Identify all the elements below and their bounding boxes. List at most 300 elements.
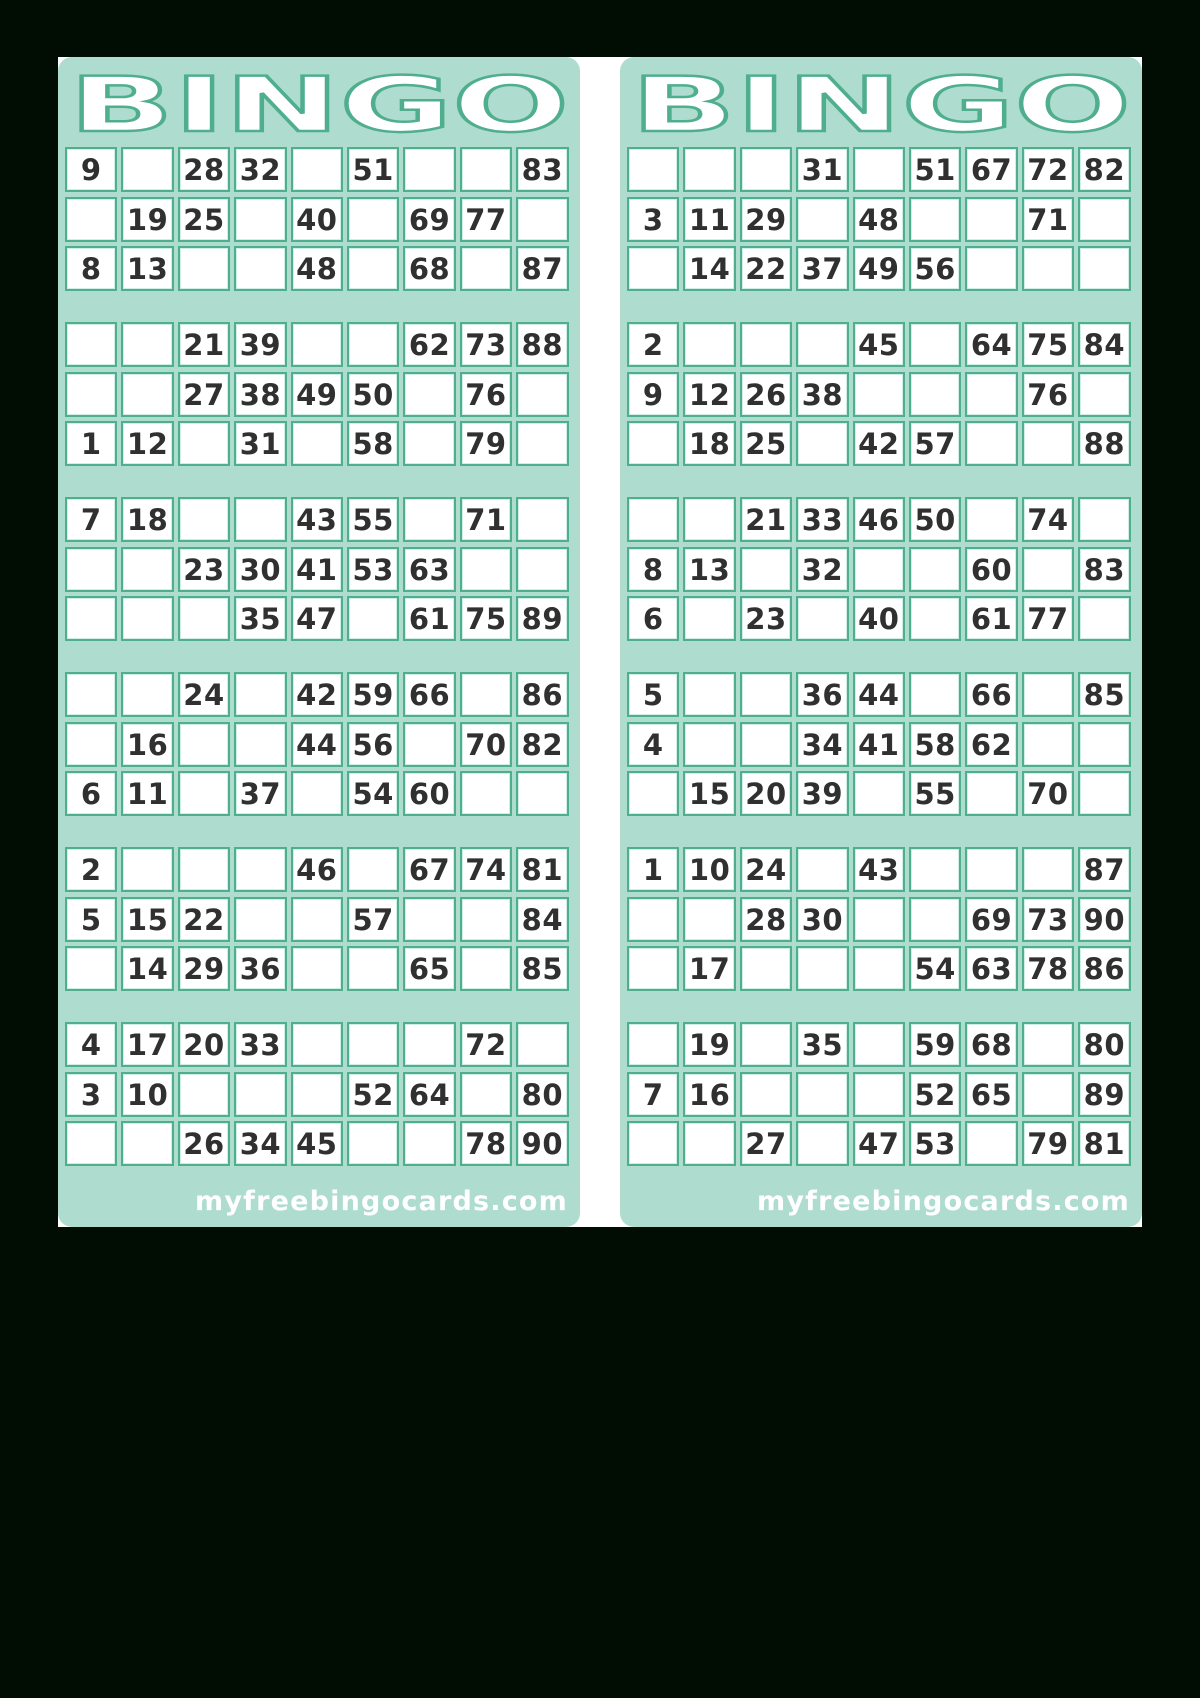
number-cell bbox=[740, 1022, 792, 1067]
number-cell bbox=[627, 1121, 679, 1166]
number-cell bbox=[234, 246, 286, 291]
number-cell bbox=[121, 547, 173, 592]
number-cell: 71 bbox=[1022, 197, 1074, 242]
number-cell: 11 bbox=[121, 771, 173, 816]
number-cell bbox=[683, 322, 735, 367]
number-cell: 17 bbox=[683, 946, 735, 991]
number-cell: 19 bbox=[121, 197, 173, 242]
number-cell: 22 bbox=[740, 246, 792, 291]
number-cell: 75 bbox=[460, 596, 512, 641]
number-cell: 9 bbox=[65, 147, 117, 192]
number-cell: 56 bbox=[347, 722, 399, 767]
number-cell bbox=[460, 771, 512, 816]
ticket-row bbox=[627, 847, 1135, 894]
number-cell: 33 bbox=[234, 1022, 286, 1067]
ticket-row bbox=[627, 897, 1135, 944]
number-cell: 70 bbox=[460, 722, 512, 767]
number-cell: 5 bbox=[65, 897, 117, 942]
number-cell: 77 bbox=[1022, 596, 1074, 641]
number-cell: 8 bbox=[627, 547, 679, 592]
ticket-block bbox=[65, 847, 573, 996]
number-cell bbox=[796, 322, 848, 367]
number-cell: 1 bbox=[627, 847, 679, 892]
number-cell bbox=[403, 497, 455, 542]
number-cell bbox=[65, 372, 117, 417]
number-cell bbox=[853, 1022, 905, 1067]
bingo-title-logo bbox=[66, 73, 572, 137]
number-cell bbox=[1022, 847, 1074, 892]
number-cell: 72 bbox=[1022, 147, 1074, 192]
number-cell: 13 bbox=[683, 547, 735, 592]
number-cell bbox=[853, 897, 905, 942]
number-cell bbox=[909, 847, 961, 892]
ticket-row bbox=[65, 771, 573, 818]
number-cell: 90 bbox=[516, 1121, 568, 1166]
ticket-row bbox=[627, 722, 1135, 769]
number-cell bbox=[1022, 1072, 1074, 1117]
number-cell: 19 bbox=[683, 1022, 735, 1067]
number-cell bbox=[65, 1121, 117, 1166]
number-cell bbox=[403, 1121, 455, 1166]
ticket-block bbox=[627, 672, 1135, 821]
number-cell: 23 bbox=[178, 547, 230, 592]
number-cell bbox=[1022, 421, 1074, 466]
number-cell bbox=[65, 946, 117, 991]
number-cell bbox=[740, 322, 792, 367]
number-cell bbox=[1022, 1022, 1074, 1067]
number-cell: 32 bbox=[234, 147, 286, 192]
ticket-row bbox=[627, 1121, 1135, 1168]
number-cell: 51 bbox=[347, 147, 399, 192]
number-cell: 56 bbox=[909, 246, 961, 291]
bingo-card-1 bbox=[58, 57, 580, 1227]
number-cell: 30 bbox=[796, 897, 848, 942]
number-cell bbox=[347, 322, 399, 367]
number-cell bbox=[234, 722, 286, 767]
number-cell: 6 bbox=[65, 771, 117, 816]
bingo-word: BINGO bbox=[631, 73, 1131, 137]
number-cell: 57 bbox=[347, 897, 399, 942]
number-cell: 81 bbox=[516, 847, 568, 892]
number-cell bbox=[1022, 547, 1074, 592]
number-cell: 5 bbox=[627, 672, 679, 717]
number-cell bbox=[403, 897, 455, 942]
number-cell: 37 bbox=[234, 771, 286, 816]
number-cell: 86 bbox=[1078, 946, 1130, 991]
number-cell bbox=[403, 1022, 455, 1067]
number-cell bbox=[1078, 497, 1130, 542]
number-cell bbox=[627, 771, 679, 816]
number-cell: 42 bbox=[853, 421, 905, 466]
ticket-row bbox=[65, 672, 573, 719]
ticket-block bbox=[65, 147, 573, 296]
number-cell bbox=[403, 722, 455, 767]
number-cell: 50 bbox=[347, 372, 399, 417]
number-cell bbox=[460, 672, 512, 717]
number-cell bbox=[234, 1072, 286, 1117]
number-cell: 67 bbox=[965, 147, 1017, 192]
ticket-row bbox=[65, 497, 573, 544]
number-cell: 41 bbox=[291, 547, 343, 592]
number-cell bbox=[1078, 246, 1130, 291]
number-cell bbox=[403, 421, 455, 466]
number-cell: 20 bbox=[178, 1022, 230, 1067]
ticket-row bbox=[627, 147, 1135, 194]
number-cell: 58 bbox=[909, 722, 961, 767]
number-cell: 57 bbox=[909, 421, 961, 466]
number-cell: 46 bbox=[291, 847, 343, 892]
ticket-row bbox=[627, 672, 1135, 719]
number-cell bbox=[291, 1072, 343, 1117]
number-cell bbox=[460, 547, 512, 592]
number-cell: 79 bbox=[1022, 1121, 1074, 1166]
number-cell: 67 bbox=[403, 847, 455, 892]
number-cell bbox=[965, 421, 1017, 466]
ticket-block bbox=[627, 847, 1135, 996]
number-cell: 83 bbox=[1078, 547, 1130, 592]
number-cell bbox=[234, 672, 286, 717]
number-cell: 59 bbox=[347, 672, 399, 717]
ticket-row bbox=[65, 847, 573, 894]
number-cell: 47 bbox=[853, 1121, 905, 1166]
number-cell: 65 bbox=[403, 946, 455, 991]
ticket-row bbox=[627, 421, 1135, 468]
number-cell: 10 bbox=[121, 1072, 173, 1117]
number-cell: 24 bbox=[740, 847, 792, 892]
number-cell: 4 bbox=[627, 722, 679, 767]
bingo-card-2 bbox=[620, 57, 1142, 1227]
number-cell bbox=[516, 497, 568, 542]
number-cell bbox=[909, 596, 961, 641]
number-cell: 27 bbox=[178, 372, 230, 417]
number-cell: 18 bbox=[121, 497, 173, 542]
number-cell bbox=[121, 147, 173, 192]
number-cell bbox=[683, 897, 735, 942]
number-cell bbox=[1078, 722, 1130, 767]
number-cell: 15 bbox=[121, 897, 173, 942]
number-cell bbox=[234, 847, 286, 892]
number-cell: 58 bbox=[347, 421, 399, 466]
number-cell bbox=[234, 897, 286, 942]
number-cell: 54 bbox=[347, 771, 399, 816]
number-cell: 34 bbox=[796, 722, 848, 767]
number-cell bbox=[291, 1022, 343, 1067]
number-cell: 66 bbox=[965, 672, 1017, 717]
number-cell bbox=[178, 722, 230, 767]
number-cell: 64 bbox=[403, 1072, 455, 1117]
site-footer: myfreebingocards.com bbox=[195, 1186, 568, 1217]
number-cell: 24 bbox=[178, 672, 230, 717]
ticket-row bbox=[65, 1022, 573, 1069]
number-cell bbox=[121, 1121, 173, 1166]
number-cell: 16 bbox=[121, 722, 173, 767]
number-cell: 18 bbox=[683, 421, 735, 466]
number-cell bbox=[121, 672, 173, 717]
number-cell: 36 bbox=[234, 946, 286, 991]
number-cell bbox=[460, 147, 512, 192]
number-cell: 11 bbox=[683, 197, 735, 242]
number-cell: 35 bbox=[796, 1022, 848, 1067]
number-cell: 25 bbox=[740, 421, 792, 466]
number-cell: 79 bbox=[460, 421, 512, 466]
number-cell: 62 bbox=[965, 722, 1017, 767]
number-cell: 22 bbox=[178, 897, 230, 942]
number-cell: 72 bbox=[460, 1022, 512, 1067]
number-cell: 43 bbox=[291, 497, 343, 542]
ticket-row bbox=[627, 1072, 1135, 1119]
number-cell: 33 bbox=[796, 497, 848, 542]
ticket-block bbox=[627, 322, 1135, 471]
number-cell: 38 bbox=[796, 372, 848, 417]
number-cell: 36 bbox=[796, 672, 848, 717]
ticket-row bbox=[627, 246, 1135, 293]
number-cell bbox=[965, 246, 1017, 291]
number-cell: 70 bbox=[1022, 771, 1074, 816]
number-cell: 38 bbox=[234, 372, 286, 417]
number-cell: 50 bbox=[909, 497, 961, 542]
number-cell bbox=[965, 1121, 1017, 1166]
number-cell bbox=[853, 1072, 905, 1117]
number-cell: 21 bbox=[740, 497, 792, 542]
number-cell: 28 bbox=[740, 897, 792, 942]
ticket-row bbox=[65, 596, 573, 643]
number-cell: 83 bbox=[516, 147, 568, 192]
number-cell bbox=[909, 547, 961, 592]
number-cell bbox=[460, 1072, 512, 1117]
ticket-row bbox=[627, 197, 1135, 244]
number-cell bbox=[460, 246, 512, 291]
number-cell: 66 bbox=[403, 672, 455, 717]
number-cell: 89 bbox=[516, 596, 568, 641]
number-cell: 84 bbox=[1078, 322, 1130, 367]
ticket-row bbox=[65, 722, 573, 769]
ticket-row bbox=[65, 1121, 573, 1168]
number-cell: 78 bbox=[460, 1121, 512, 1166]
number-cell bbox=[121, 372, 173, 417]
number-cell: 39 bbox=[796, 771, 848, 816]
number-cell bbox=[796, 1121, 848, 1166]
number-cell: 52 bbox=[347, 1072, 399, 1117]
number-cell bbox=[178, 771, 230, 816]
bingo-word: BINGO bbox=[69, 73, 569, 137]
number-cell bbox=[965, 372, 1017, 417]
number-cell: 76 bbox=[460, 372, 512, 417]
number-cell bbox=[121, 322, 173, 367]
number-cell: 44 bbox=[853, 672, 905, 717]
number-cell: 82 bbox=[516, 722, 568, 767]
number-cell: 45 bbox=[291, 1121, 343, 1166]
number-cell: 55 bbox=[347, 497, 399, 542]
number-cell: 68 bbox=[965, 1022, 1017, 1067]
number-cell bbox=[627, 897, 679, 942]
number-cell: 12 bbox=[683, 372, 735, 417]
number-cell bbox=[1078, 197, 1130, 242]
number-cell: 7 bbox=[627, 1072, 679, 1117]
number-cell bbox=[740, 722, 792, 767]
number-cell: 90 bbox=[1078, 897, 1130, 942]
number-cell: 80 bbox=[1078, 1022, 1130, 1067]
number-cell bbox=[853, 372, 905, 417]
number-cell bbox=[291, 946, 343, 991]
number-cell: 30 bbox=[234, 547, 286, 592]
number-cell bbox=[683, 497, 735, 542]
number-cell: 14 bbox=[121, 946, 173, 991]
number-cell: 23 bbox=[740, 596, 792, 641]
number-cell: 17 bbox=[121, 1022, 173, 1067]
ticket-row bbox=[627, 322, 1135, 369]
number-cell: 27 bbox=[740, 1121, 792, 1166]
number-cell bbox=[796, 847, 848, 892]
number-cell: 10 bbox=[683, 847, 735, 892]
number-cell bbox=[909, 672, 961, 717]
number-cell bbox=[1078, 596, 1130, 641]
ticket-block bbox=[65, 322, 573, 471]
ticket-block bbox=[65, 1022, 573, 1171]
number-cell: 76 bbox=[1022, 372, 1074, 417]
number-cell bbox=[1078, 372, 1130, 417]
ticket-row bbox=[65, 1072, 573, 1119]
bingo-title-logo bbox=[628, 73, 1134, 137]
number-cell: 73 bbox=[460, 322, 512, 367]
number-cell: 89 bbox=[1078, 1072, 1130, 1117]
number-cell bbox=[1078, 771, 1130, 816]
number-cell: 39 bbox=[234, 322, 286, 367]
number-cell bbox=[627, 147, 679, 192]
number-cell bbox=[65, 722, 117, 767]
number-cell bbox=[65, 547, 117, 592]
number-cell bbox=[403, 147, 455, 192]
ticket-row bbox=[627, 946, 1135, 993]
number-cell: 84 bbox=[516, 897, 568, 942]
number-cell bbox=[740, 1072, 792, 1117]
number-cell bbox=[909, 322, 961, 367]
number-cell bbox=[291, 147, 343, 192]
number-cell: 45 bbox=[853, 322, 905, 367]
ticket-row bbox=[65, 147, 573, 194]
ticket-row bbox=[627, 596, 1135, 643]
number-cell bbox=[683, 672, 735, 717]
number-cell: 26 bbox=[740, 372, 792, 417]
number-cell: 86 bbox=[516, 672, 568, 717]
number-cell bbox=[516, 1022, 568, 1067]
number-cell bbox=[627, 1022, 679, 1067]
number-cell: 44 bbox=[291, 722, 343, 767]
number-cell bbox=[347, 1121, 399, 1166]
number-cell bbox=[178, 596, 230, 641]
number-cell: 3 bbox=[627, 197, 679, 242]
number-cell: 46 bbox=[853, 497, 905, 542]
number-cell: 75 bbox=[1022, 322, 1074, 367]
bingo-word-art bbox=[66, 73, 572, 137]
number-cell: 14 bbox=[683, 246, 735, 291]
number-cell: 16 bbox=[683, 1072, 735, 1117]
number-cell bbox=[796, 596, 848, 641]
number-cell: 40 bbox=[291, 197, 343, 242]
ticket-block bbox=[65, 497, 573, 646]
number-cell: 61 bbox=[403, 596, 455, 641]
number-cell bbox=[683, 596, 735, 641]
ticket-block bbox=[627, 497, 1135, 646]
number-cell: 15 bbox=[683, 771, 735, 816]
number-cell: 81 bbox=[1078, 1121, 1130, 1166]
number-cell: 87 bbox=[1078, 847, 1130, 892]
number-cell bbox=[853, 147, 905, 192]
number-cell bbox=[1022, 722, 1074, 767]
ticket-row bbox=[65, 197, 573, 244]
ticket-row bbox=[65, 897, 573, 944]
ticket-row bbox=[65, 421, 573, 468]
number-cell: 78 bbox=[1022, 946, 1074, 991]
number-cell bbox=[347, 197, 399, 242]
number-cell: 35 bbox=[234, 596, 286, 641]
number-cell bbox=[347, 246, 399, 291]
number-cell: 21 bbox=[178, 322, 230, 367]
number-cell bbox=[796, 1072, 848, 1117]
number-cell: 69 bbox=[965, 897, 1017, 942]
number-cell bbox=[516, 771, 568, 816]
number-cell: 42 bbox=[291, 672, 343, 717]
number-cell bbox=[683, 147, 735, 192]
number-cell: 31 bbox=[796, 147, 848, 192]
number-cell bbox=[516, 372, 568, 417]
number-cell bbox=[627, 421, 679, 466]
number-cell bbox=[909, 372, 961, 417]
site-footer: myfreebingocards.com bbox=[757, 1186, 1130, 1217]
ticket-block bbox=[627, 147, 1135, 296]
ticket-row bbox=[65, 322, 573, 369]
number-cell: 40 bbox=[853, 596, 905, 641]
number-cell: 25 bbox=[178, 197, 230, 242]
number-cell: 4 bbox=[65, 1022, 117, 1067]
number-cell bbox=[796, 421, 848, 466]
number-cell: 13 bbox=[121, 246, 173, 291]
number-cell bbox=[65, 322, 117, 367]
number-cell: 2 bbox=[627, 322, 679, 367]
ticket-row bbox=[627, 547, 1135, 594]
number-cell bbox=[627, 246, 679, 291]
number-cell: 68 bbox=[403, 246, 455, 291]
number-cell: 88 bbox=[516, 322, 568, 367]
number-cell: 61 bbox=[965, 596, 1017, 641]
number-cell bbox=[516, 547, 568, 592]
number-cell bbox=[627, 946, 679, 991]
number-cell: 3 bbox=[65, 1072, 117, 1117]
number-cell bbox=[683, 1121, 735, 1166]
number-cell bbox=[65, 672, 117, 717]
number-cell: 32 bbox=[796, 547, 848, 592]
number-cell: 74 bbox=[1022, 497, 1074, 542]
ticket-row bbox=[65, 246, 573, 293]
number-cell: 49 bbox=[853, 246, 905, 291]
number-cell bbox=[178, 497, 230, 542]
number-cell: 63 bbox=[965, 946, 1017, 991]
number-cell: 7 bbox=[65, 497, 117, 542]
number-cell bbox=[853, 771, 905, 816]
number-cell: 41 bbox=[853, 722, 905, 767]
number-cell: 53 bbox=[347, 547, 399, 592]
number-cell bbox=[178, 1072, 230, 1117]
number-cell bbox=[909, 897, 961, 942]
number-cell: 80 bbox=[516, 1072, 568, 1117]
number-cell bbox=[178, 246, 230, 291]
number-cell: 65 bbox=[965, 1072, 1017, 1117]
number-cell: 47 bbox=[291, 596, 343, 641]
number-cell bbox=[740, 547, 792, 592]
number-cell bbox=[796, 197, 848, 242]
number-cell: 74 bbox=[460, 847, 512, 892]
number-cell bbox=[853, 547, 905, 592]
number-cell bbox=[740, 672, 792, 717]
